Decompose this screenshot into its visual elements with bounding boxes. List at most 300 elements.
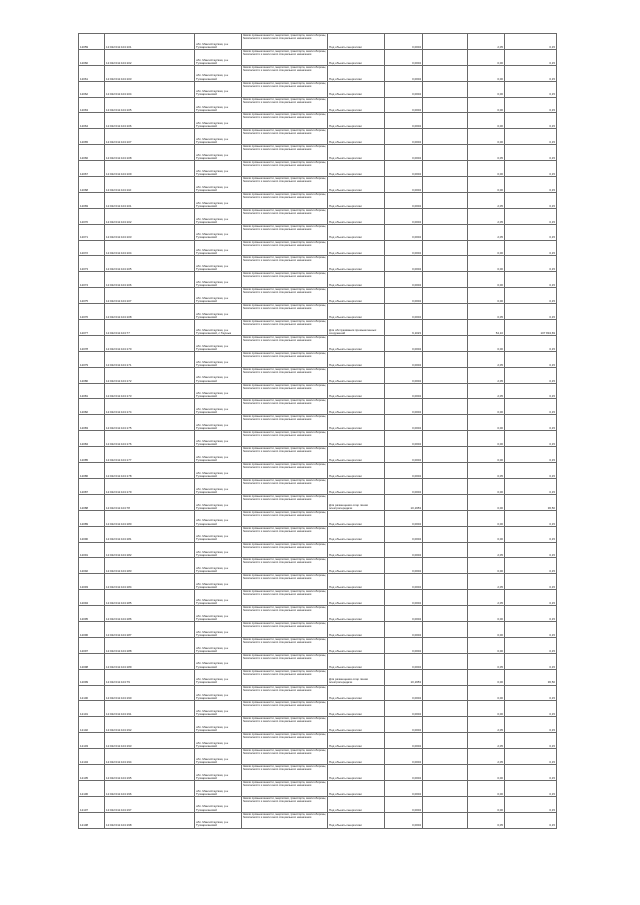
plot-area: 0,0004 — [385, 367, 423, 383]
record-number: 12083 — [79, 415, 105, 431]
plot-address: обл. Мангистауская, р-н Тупкараганский — [195, 494, 242, 510]
plot-address: обл. Мангистауская, р-н Тупкараганский — [195, 288, 242, 304]
cadastral-number: 12:022:011:104:185 — [105, 590, 195, 606]
plot-address: обл. Мангистауская, р-н Тупкараганский — [195, 97, 242, 113]
cadastral-number: 12:022:011:104:181 — [105, 526, 195, 542]
value-2: 0,15 — [505, 653, 557, 669]
plot-address: обл. Мангистауская, р-н Тупкараганский — [195, 526, 242, 542]
empty-cell — [423, 65, 468, 81]
land-purpose: Под объекты энергетики — [328, 526, 385, 542]
table-row — [79, 701, 557, 717]
land-category: Земли промышленности, энергетики, транспорта, земли обороны, безопасности и земли иного специального назначения — [242, 304, 328, 320]
record-number: 12094 — [79, 590, 105, 606]
record-number: 12107 — [79, 796, 105, 812]
plot-address: обл. Мангистауская, р-н Тупкараганский — [195, 558, 242, 574]
land-purpose: Под объекты энергетики — [328, 81, 385, 97]
land-category: Земли промышленности, энергетики, транспорта, земли обороны, безопасности и земли иного специального назначения — [242, 335, 328, 351]
plot-area: 0,0004 — [385, 574, 423, 590]
cadastral-number: 12:022:011:104:183 — [105, 558, 195, 574]
land-category: Земли промышленности, энергетики, транспорта, земли обороны, безопасности и земли иного специального назначения — [242, 415, 328, 431]
value-1: 0,00 — [468, 494, 505, 510]
land-purpose: Под объекты энергетики — [328, 653, 385, 669]
land-purpose: Под объекты энергетики — [328, 590, 385, 606]
value-1: 0,00 — [468, 113, 505, 129]
plot-area: 0,0004 — [385, 335, 423, 351]
land-category: Земли промышленности, энергетики, транспорта, земли обороны, безопасности и земли иного специального назначения — [242, 145, 328, 161]
table-row — [79, 351, 557, 367]
record-number: 12093 — [79, 574, 105, 590]
empty-cell — [423, 335, 468, 351]
land-purpose: Под объекты энергетики — [328, 415, 385, 431]
plot-area: 0,0004 — [385, 653, 423, 669]
land-purpose: Под объекты энергетики — [328, 478, 385, 494]
value-2: 0,15 — [505, 192, 557, 208]
record-number: 12095 — [79, 606, 105, 622]
table-row — [79, 733, 557, 749]
plot-area: 0,0004 — [385, 749, 423, 765]
cadastral-number: 12:022:011:104:193 — [105, 733, 195, 749]
value-2: 0,15 — [505, 478, 557, 494]
value-1: 0,00 — [468, 288, 505, 304]
land-purpose: Под объекты энергетики — [328, 208, 385, 224]
plot-address: обл. Мангистауская, р-н Тупкараганский — [195, 65, 242, 81]
land-category: Земли промышленности, энергетики, транспорта, земли обороны, безопасности и земли иного специального назначения — [242, 256, 328, 272]
table-row — [79, 494, 557, 510]
empty-cell — [423, 494, 468, 510]
cadastral-number: 12:022:011:104:178 — [105, 463, 195, 479]
value-1: 0,00 — [468, 701, 505, 717]
table-row — [79, 320, 557, 336]
value-1: 0,00 — [468, 558, 505, 574]
cadastral-number: 12:022:011:104:79 — [105, 669, 195, 685]
table-row — [79, 415, 557, 431]
table-row — [79, 542, 557, 558]
cadastral-number: 12:022:011:104:103 — [105, 224, 195, 240]
record-number: 12104 — [79, 749, 105, 765]
record-number: 12100 — [79, 685, 105, 701]
value-2: 0,15 — [505, 49, 557, 65]
record-number: 12075 — [79, 288, 105, 304]
cadastral-number: 12:022:011:104:104 — [105, 81, 195, 97]
record-number: 12070 — [79, 208, 105, 224]
value-1: 0,00 — [468, 637, 505, 653]
land-category: Земли промышленности, энергетики, транспорта, земли обороны, безопасности и земли иного специального назначения — [242, 637, 328, 653]
plot-area: 0,0004 — [385, 145, 423, 161]
empty-cell — [423, 208, 468, 224]
cadastral-number: 12:022:011:104:105 — [105, 256, 195, 272]
land-category: Земли промышленности, энергетики, транспорта, земли обороны, безопасности и земли иного специального назначения — [242, 351, 328, 367]
value-1: 0,00 — [468, 177, 505, 193]
plot-area: 0,0004 — [385, 463, 423, 479]
land-purpose: Под объекты энергетики — [328, 97, 385, 113]
record-number: 12085 — [79, 447, 105, 463]
empty-cell — [423, 526, 468, 542]
table-row — [79, 335, 557, 351]
cadastral-number: 12:022:011:104:171 — [105, 351, 195, 367]
record-number: 12098 — [79, 653, 105, 669]
plot-area: 0,0004 — [385, 177, 423, 193]
value-2: 0,15 — [505, 161, 557, 177]
value-1: 0,00 — [468, 510, 505, 526]
plot-area: 0,0004 — [385, 812, 423, 828]
cadastral-number: 12:022:011:104:174 — [105, 399, 195, 415]
land-purpose: Под объекты энергетики — [328, 542, 385, 558]
plot-area: 0,0004 — [385, 764, 423, 780]
plot-area: 0,0004 — [385, 224, 423, 240]
empty-cell — [423, 34, 468, 50]
land-purpose: Под объекты энергетики — [328, 129, 385, 145]
table-row — [79, 256, 557, 272]
cadastral-number: 12:022:011:104:186 — [105, 606, 195, 622]
plot-address: обл. Мангистауская, р-н Тупкараганский — [195, 701, 242, 717]
value-2: 0,15 — [505, 780, 557, 796]
plot-address: обл. Мангистауская, р-н Тупкараганский — [195, 590, 242, 606]
value-1: 54,10 — [468, 320, 505, 336]
value-2: 36,50 — [505, 669, 557, 685]
record-number: 12096 — [79, 621, 105, 637]
plot-area: 0,0004 — [385, 49, 423, 65]
table-row — [79, 129, 557, 145]
cadastral-number: 12:022:011:104:106 — [105, 272, 195, 288]
value-2: 0,15 — [505, 129, 557, 145]
empty-cell — [423, 161, 468, 177]
land-purpose: Под объекты энергетики — [328, 192, 385, 208]
value-2: 0,15 — [505, 145, 557, 161]
value-1: 0,00 — [468, 526, 505, 542]
empty-cell — [423, 177, 468, 193]
value-1: 0,00 — [468, 49, 505, 65]
plot-address: обл. Мангистауская, р-н Тупкараганский — [195, 431, 242, 447]
empty-cell — [423, 478, 468, 494]
value-2: 0,15 — [505, 558, 557, 574]
value-2: 0,15 — [505, 764, 557, 780]
value-1: 0,00 — [468, 431, 505, 447]
cadastral-number: 12:022:011:104:108 — [105, 304, 195, 320]
empty-cell — [423, 463, 468, 479]
plot-area: 0,0004 — [385, 415, 423, 431]
value-2: 0,15 — [505, 367, 557, 383]
empty-cell — [423, 812, 468, 828]
table-row — [79, 65, 557, 81]
land-purpose: Под объекты энергетики — [328, 49, 385, 65]
value-1: 0,00 — [468, 478, 505, 494]
plot-area: 0,0004 — [385, 34, 423, 50]
land-category: Земли промышленности, энергетики, транспорта, земли обороны, безопасности и земли иного специального назначения — [242, 113, 328, 129]
plot-area: 9,1023 — [385, 320, 423, 336]
land-category: Земли промышленности, энергетики, транспорта, земли обороны, безопасности и земли иного специального назначения — [242, 192, 328, 208]
empty-cell — [423, 49, 468, 65]
value-1: 0,00 — [468, 161, 505, 177]
value-2: 0,15 — [505, 431, 557, 447]
plot-address: обл. Мангистауская, р-н Тупкараганский — [195, 304, 242, 320]
empty-cell — [423, 192, 468, 208]
land-purpose: Под объекты энергетики — [328, 161, 385, 177]
cadastral-number: 12:022:011:104:107 — [105, 129, 195, 145]
record-number: 12066 — [79, 145, 105, 161]
plot-address: обл. Мангистауская, р-н Тупкараганский — [195, 749, 242, 765]
land-purpose: Под объекты энергетики — [328, 796, 385, 812]
plot-address: обл. Мангистауская, р-н Тупкараганский — [195, 653, 242, 669]
value-2: 0,15 — [505, 113, 557, 129]
record-number: 12081 — [79, 383, 105, 399]
cadastral-number: 12:022:011:104:105 — [105, 97, 195, 113]
table-row — [79, 304, 557, 320]
cadastral-number: 12:022:011:104:188 — [105, 637, 195, 653]
land-purpose: Под объекты энергетики — [328, 510, 385, 526]
land-category: Земли промышленности, энергетики, транспорта, земли обороны, безопасности и земли иного специального назначения — [242, 34, 328, 50]
value-1: 0,05 — [468, 145, 505, 161]
plot-area: 0,0004 — [385, 192, 423, 208]
value-1: 0,00 — [468, 65, 505, 81]
plot-area: 0,0004 — [385, 558, 423, 574]
plot-area: 0,0004 — [385, 796, 423, 812]
value-1: 0,00 — [468, 335, 505, 351]
value-2: 0,15 — [505, 574, 557, 590]
plot-area: 0,0004 — [385, 208, 423, 224]
record-number: 12082 — [79, 399, 105, 415]
land-category: Земли промышленности, энергетики, транспорта, земли обороны, безопасности и земли иного специального назначения — [242, 177, 328, 193]
empty-cell — [423, 240, 468, 256]
record-number: 12072 — [79, 240, 105, 256]
record-number: 12105 — [79, 764, 105, 780]
land-category: Земли промышленности, энергетики, транспорта, земли обороны, безопасности и земли иного специального назначения — [242, 240, 328, 256]
land-purpose: Под объекты энергетики — [328, 34, 385, 50]
plot-address: обл. Мангистауская, р-н Тупкараганский — [195, 256, 242, 272]
value-2: 0,15 — [505, 272, 557, 288]
table-row — [79, 34, 557, 50]
record-number: 12103 — [79, 733, 105, 749]
land-category: Земли промышленности, энергетики, транспорта, земли обороны, безопасности и земли иного специального назначения — [242, 685, 328, 701]
value-2: 0,15 — [505, 463, 557, 479]
value-1: 2,05 — [468, 208, 505, 224]
cadastral-number: 12:022:011:104:179 — [105, 478, 195, 494]
land-category: Земли промышленности, энергетики, транспорта, земли обороны, безопасности и земли иного специального назначения — [242, 447, 328, 463]
land-purpose: Под объекты энергетики — [328, 701, 385, 717]
land-category: Земли промышленности, энергетики, транспорта, земли обороны, безопасности и земли иного специального назначения — [242, 272, 328, 288]
value-1: 2,05 — [468, 383, 505, 399]
plot-area: 0,0004 — [385, 399, 423, 415]
record-number: 12080 — [79, 367, 105, 383]
table-row — [79, 653, 557, 669]
land-category: Земли промышленности, энергетики, транспорта, земли обороны, безопасности и земли иного специального назначения — [242, 320, 328, 336]
empty-cell — [423, 447, 468, 463]
land-category: Земли промышленности, энергетики, транспорта, земли обороны, безопасности и земли иного специального назначения — [242, 288, 328, 304]
table-row — [79, 749, 557, 765]
table-row — [79, 177, 557, 193]
land-purpose: Под объекты энергетики — [328, 65, 385, 81]
value-1: 2,05 — [468, 749, 505, 765]
land-category: Земли промышленности, энергетики, транспорта, земли обороны, безопасности и земли иного специального назначения — [242, 606, 328, 622]
value-2: 0,15 — [505, 34, 557, 50]
value-2: 0,15 — [505, 81, 557, 97]
cadastral-number: 12:022:011:104:192 — [105, 717, 195, 733]
land-category: Земли промышленности, энергетики, транспорта, земли обороны, безопасности и земли иного специального назначения — [242, 749, 328, 765]
plot-address: обл. Мангистауская, р-н Тупкараганский — [195, 34, 242, 50]
record-number: 12092 — [79, 558, 105, 574]
value-2: 0,15 — [505, 510, 557, 526]
value-2: 0,15 — [505, 399, 557, 415]
land-category: Земли промышленности, энергетики, транспорта, земли обороны, безопасности и земли иного специального назначения — [242, 367, 328, 383]
plot-address: обл. Мангистауская, р-н Тупкараганский — [195, 415, 242, 431]
land-category: Земли промышленности, энергетики, транспорта, земли обороны, безопасности и земли иного специального назначения — [242, 129, 328, 145]
value-1: 0,05 — [468, 812, 505, 828]
value-1: 0,05 — [468, 304, 505, 320]
plot-area: 0,0004 — [385, 97, 423, 113]
record-number: 12061 — [79, 65, 105, 81]
land-category: Земли промышленности, энергетики, транспорта, земли обороны, безопасности и земли иного специального назначения — [242, 717, 328, 733]
plot-address: обл. Мангистауская, р-н Тупкараганский — [195, 113, 242, 129]
empty-cell — [423, 701, 468, 717]
empty-cell — [423, 383, 468, 399]
value-1: 0,00 — [468, 796, 505, 812]
land-category: Земли промышленности, энергетики, транспорта, земли обороны, безопасности и земли иного специального назначения — [242, 812, 328, 828]
value-2: 0,15 — [505, 415, 557, 431]
table-row — [79, 463, 557, 479]
land-purpose: Под объекты энергетики — [328, 621, 385, 637]
value-1: 0,00 — [468, 272, 505, 288]
empty-cell — [423, 399, 468, 415]
land-category: Земли промышленности, энергетики, транспорта, земли обороны, безопасности и земли иного специального назначения — [242, 383, 328, 399]
record-number: 12062 — [79, 81, 105, 97]
value-2: 0,15 — [505, 606, 557, 622]
land-purpose: Под объекты энергетики — [328, 240, 385, 256]
value-2: 0,15 — [505, 717, 557, 733]
land-purpose: Под объекты энергетики — [328, 764, 385, 780]
plot-address: обл. Мангистауская, р-н Тупкараганский — [195, 510, 242, 526]
table-row — [79, 669, 557, 685]
value-2: 0,15 — [505, 526, 557, 542]
plot-address: обл. Мангистауская, р-н Тупкараганский — [195, 621, 242, 637]
land-purpose: Под объекты энергетики — [328, 812, 385, 828]
record-number: 12078 — [79, 335, 105, 351]
land-purpose: Под объекты энергетики — [328, 383, 385, 399]
plot-area: 0,0004 — [385, 447, 423, 463]
cadastral-number: 12:022:011:104:104 — [105, 240, 195, 256]
cadastral-number: 12:022:011:104:184 — [105, 574, 195, 590]
record-number: 12073 — [79, 256, 105, 272]
empty-cell — [423, 351, 468, 367]
cadastral-number: 12:022:011:104:107 — [105, 288, 195, 304]
value-2: 0,15 — [505, 304, 557, 320]
record-number: 12088 — [79, 494, 105, 510]
plot-address: обл. Мангистауская, р-н Тупкараганский, с.Таушык — [195, 320, 242, 336]
table-row — [79, 590, 557, 606]
cadastral-number: 12:022:011:104:102 — [105, 49, 195, 65]
value-1: 0,00 — [468, 606, 505, 622]
record-number: 12087 — [79, 478, 105, 494]
table-row — [79, 367, 557, 383]
cadastral-number: 12:022:011:104:106 — [105, 113, 195, 129]
plot-area: 0,0004 — [385, 113, 423, 129]
value-1: 0,00 — [468, 97, 505, 113]
land-plots-table — [78, 33, 557, 829]
plot-address: обл. Мангистауская, р-н Тупкараганский — [195, 478, 242, 494]
land-purpose: Для размещения опор линии электропередачи — [328, 669, 385, 685]
cadastral-number: 12:022:011:104:172 — [105, 367, 195, 383]
value-2: 0,15 — [505, 590, 557, 606]
plot-address: обл. Мангистауская, р-н Тупкараганский — [195, 177, 242, 193]
table-row — [79, 764, 557, 780]
cadastral-number: 12:022:011:104:102 — [105, 208, 195, 224]
plot-area: 0,0004 — [385, 606, 423, 622]
table-row — [79, 240, 557, 256]
land-purpose: Под объекты энергетики — [328, 113, 385, 129]
land-purpose: Под объекты энергетики — [328, 288, 385, 304]
table-row — [79, 192, 557, 208]
table-row — [79, 796, 557, 812]
land-category: Земли промышленности, энергетики, транспорта, земли обороны, безопасности и земли иного специального назначения — [242, 764, 328, 780]
empty-cell — [423, 574, 468, 590]
value-2: 0,15 — [505, 812, 557, 828]
empty-cell — [423, 81, 468, 97]
value-1: 0,00 — [468, 780, 505, 796]
plot-address: обл. Мангистауская, р-н Тупкараганский — [195, 335, 242, 351]
record-number: 12101 — [79, 701, 105, 717]
table-row — [79, 526, 557, 542]
empty-cell — [423, 669, 468, 685]
table-row — [79, 447, 557, 463]
value-2: 0,15 — [505, 240, 557, 256]
record-number: 12065 — [79, 129, 105, 145]
record-number: 12102 — [79, 717, 105, 733]
land-category: Земли промышленности, энергетики, транспорта, земли обороны, безопасности и земли иного специального назначения — [242, 161, 328, 177]
land-category: Земли промышленности, энергетики, транспорта, земли обороны, безопасности и земли иного специального назначения — [242, 208, 328, 224]
table-row — [79, 81, 557, 97]
empty-cell — [423, 320, 468, 336]
land-purpose: Под объекты энергетики — [328, 335, 385, 351]
value-1: 0,00 — [468, 256, 505, 272]
empty-cell — [423, 780, 468, 796]
value-2: 0,15 — [505, 97, 557, 113]
plot-address: обл. Мангистауская, р-н Тупкараганский — [195, 224, 242, 240]
cadastral-number: 12:022:011:104:78 — [105, 494, 195, 510]
record-number: 12077 — [79, 320, 105, 336]
land-purpose: Под объекты энергетики — [328, 256, 385, 272]
empty-cell — [423, 558, 468, 574]
plot-area: 0,0004 — [385, 542, 423, 558]
plot-address: обл. Мангистауская, р-н Тупкараганский — [195, 447, 242, 463]
empty-cell — [423, 685, 468, 701]
cadastral-number: 12:022:011:104:198 — [105, 812, 195, 828]
value-1: 0,00 — [468, 685, 505, 701]
cadastral-number: 12:022:011:104:190 — [105, 685, 195, 701]
document-page — [78, 33, 556, 829]
land-purpose: Под объекты энергетики — [328, 145, 385, 161]
cadastral-number: 12:022:011:104:196 — [105, 780, 195, 796]
empty-cell — [423, 621, 468, 637]
value-2: 0,15 — [505, 542, 557, 558]
value-2: 0,15 — [505, 701, 557, 717]
plot-area: 0,0004 — [385, 780, 423, 796]
cadastral-number: 12:022:011:104:173 — [105, 383, 195, 399]
plot-area: 0,0004 — [385, 81, 423, 97]
land-purpose: Под объекты энергетики — [328, 637, 385, 653]
cadastral-number: 12:022:011:104:103 — [105, 65, 195, 81]
plot-address: обл. Мангистауская, р-н Тупкараганский — [195, 351, 242, 367]
plot-address: обл. Мангистауская, р-н Тупкараганский — [195, 129, 242, 145]
record-number: 12086 — [79, 463, 105, 479]
plot-address: обл. Мангистауская, р-н Тупкараганский — [195, 240, 242, 256]
record-number: 12089 — [79, 510, 105, 526]
record-number: 12076 — [79, 304, 105, 320]
plot-address: обл. Мангистауская, р-н Тупкараганский — [195, 145, 242, 161]
empty-cell — [423, 288, 468, 304]
record-number: 12069 — [79, 192, 105, 208]
plot-area: 0,0004 — [385, 733, 423, 749]
value-1: 0,00 — [468, 447, 505, 463]
land-category: Земли промышленности, энергетики, транспорта, земли обороны, безопасности и земли иного специального назначения — [242, 542, 328, 558]
plot-area: 10,1953 — [385, 669, 423, 685]
